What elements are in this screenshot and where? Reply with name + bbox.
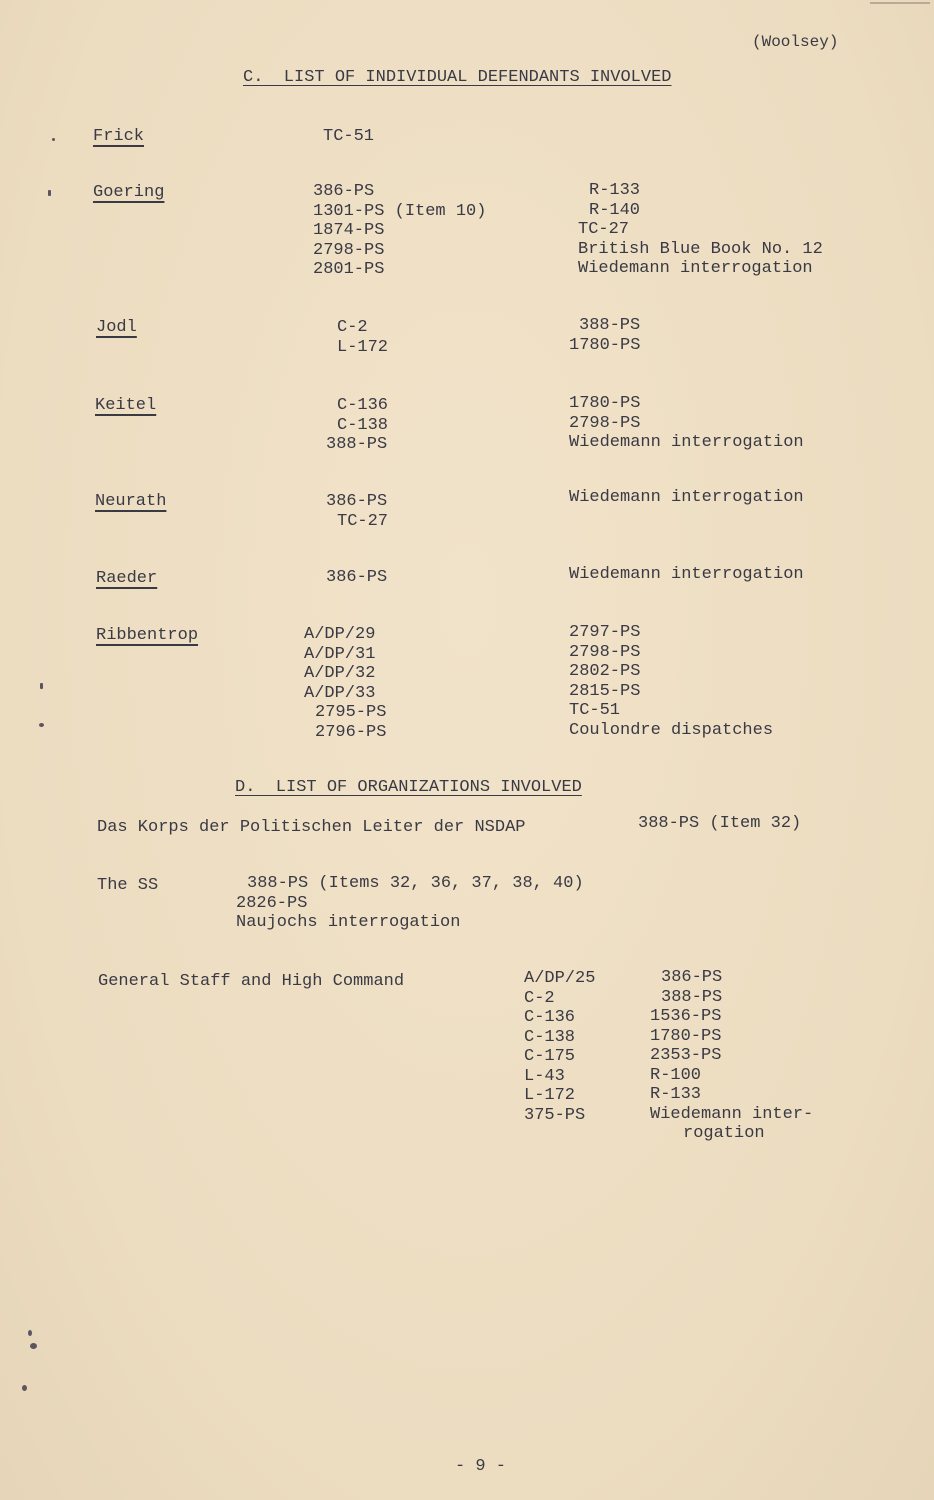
defendant-ribbentrop-refs-2 xyxy=(569,623,773,740)
ref-item: TC-51 xyxy=(569,701,621,720)
ref-item: A/DP/29 xyxy=(304,625,376,644)
ref-item: A/DP/32 xyxy=(304,664,376,683)
ref-item: 2798-PS xyxy=(569,642,641,662)
org-name-general-staff: General Staff and High Command xyxy=(98,972,405,991)
defendant-name-raeder: Raeder xyxy=(96,569,158,588)
ref-item: 2815-PS xyxy=(569,681,641,701)
ref-item: 375-PS xyxy=(524,1105,586,1125)
org-general-staff-refs-1 xyxy=(524,969,595,1125)
defendant-frick-refs-1 xyxy=(323,127,374,147)
defendant-neurath-refs-1 xyxy=(326,492,388,531)
ref-item: A/DP/31 xyxy=(304,644,376,664)
ref-item: 1780-PS xyxy=(569,394,641,413)
ref-item: 386-PS xyxy=(661,968,723,987)
margin-speck xyxy=(39,723,44,727)
ref-item: 1301-PS (Item 10) xyxy=(313,201,487,221)
ref-item: 2353-PS xyxy=(650,1046,722,1065)
ref-item: 1780-PS xyxy=(569,335,641,355)
org-name-ss: The SS xyxy=(97,876,159,895)
ref-item: TC-27 xyxy=(337,511,389,531)
ref-item: L-43 xyxy=(524,1066,565,1086)
section-d-title: D. LIST OF ORGANIZATIONS INVOLVED xyxy=(235,778,582,797)
ref-item: Naujochs interrogation xyxy=(236,913,461,932)
org-politischen-leiter-refs xyxy=(638,814,801,834)
ref-item: Wiedemann interrogation xyxy=(569,565,804,584)
author-note: (Woolsey) xyxy=(752,33,839,51)
ref-item: 2798-PS xyxy=(313,240,385,260)
margin-speck xyxy=(30,1343,37,1349)
defendant-name-ribbentrop: Ribbentrop xyxy=(96,626,199,645)
defendant-name-neurath: Neurath xyxy=(95,492,167,511)
ref-item: rogation xyxy=(683,1124,765,1143)
defendant-neurath-refs-2 xyxy=(569,488,804,508)
section-c-title: C. LIST OF INDIVIDUAL DEFENDANTS INVOLVED xyxy=(243,68,672,87)
defendant-jodl-refs-1 xyxy=(337,318,388,357)
ref-item: 2801-PS xyxy=(313,260,385,279)
margin-speck xyxy=(40,683,43,689)
margin-speck xyxy=(28,1330,32,1336)
defendant-raeder-refs-2 xyxy=(569,565,804,585)
ref-item: Wiedemann inter- xyxy=(650,1104,814,1124)
ref-item: Wiedemann interrogation xyxy=(578,259,813,278)
ref-item: Wiedemann interrogation xyxy=(569,433,804,452)
ref-item: 1536-PS xyxy=(650,1007,722,1026)
ref-item: C-138 xyxy=(337,415,389,435)
ref-item: 2796-PS xyxy=(315,722,387,742)
defendant-keitel-refs-1 xyxy=(326,396,389,455)
ref-item: C-136 xyxy=(337,396,389,415)
ref-item: 388-PS xyxy=(579,316,641,335)
defendant-raeder-refs-1 xyxy=(326,568,387,588)
ref-item: TC-51 xyxy=(323,127,375,146)
ref-item: 386-PS xyxy=(326,568,388,587)
ref-item: 388-PS xyxy=(326,435,388,454)
ref-item: British Blue Book No. 12 xyxy=(578,239,823,259)
ref-item: A/DP/33 xyxy=(304,683,376,703)
org-ss-refs xyxy=(236,874,584,933)
defendant-goering-refs-1 xyxy=(313,182,486,280)
margin-speck xyxy=(52,138,55,141)
ref-item: R-100 xyxy=(650,1065,702,1085)
edge-mark xyxy=(870,2,930,4)
defendant-keitel-refs-2 xyxy=(569,394,804,453)
page-number: - 9 - xyxy=(455,1457,507,1476)
ref-item: 1780-PS xyxy=(650,1026,722,1046)
ref-item: 2795-PS xyxy=(315,703,387,722)
ref-item: TC-27 xyxy=(578,220,630,239)
ref-item: 2798-PS xyxy=(569,413,641,433)
ref-item: C-2 xyxy=(337,318,368,337)
ref-item: 2797-PS xyxy=(569,623,641,642)
ref-item: 388-PS (Item 32) xyxy=(638,814,802,833)
ref-item: 1874-PS xyxy=(313,221,385,240)
ref-item: 386-PS xyxy=(313,182,375,201)
ref-item: C-138 xyxy=(524,1027,576,1047)
ref-item: R-133 xyxy=(589,181,641,200)
ref-item: 388-PS (Items 32, 36, 37, 38, 40) xyxy=(247,874,584,893)
ref-item: L-172 xyxy=(337,337,389,357)
ref-item: 388-PS xyxy=(661,987,723,1007)
defendant-name-frick: Frick xyxy=(93,127,145,146)
ref-item: A/DP/25 xyxy=(524,969,596,988)
margin-speck xyxy=(22,1385,27,1391)
defendant-name-jodl: Jodl xyxy=(96,318,137,337)
ref-item: C-175 xyxy=(524,1047,576,1066)
ref-item: R-133 xyxy=(650,1085,702,1104)
ref-item: R-140 xyxy=(589,200,641,220)
ref-item: 2826-PS xyxy=(236,893,308,913)
defendant-jodl-refs-2 xyxy=(569,316,640,355)
ref-item: C-2 xyxy=(524,988,555,1008)
ref-item: Coulondre dispatches xyxy=(569,720,774,740)
ref-item: 2802-PS xyxy=(569,662,641,681)
defendant-goering-refs-2 xyxy=(578,181,823,279)
defendant-ribbentrop-refs-1 xyxy=(304,625,386,742)
ref-item: Wiedemann interrogation xyxy=(569,488,804,507)
defendant-name-keitel: Keitel xyxy=(95,396,157,415)
org-general-staff-refs-2 xyxy=(650,968,813,1144)
ref-item: C-136 xyxy=(524,1008,576,1027)
ref-item: 386-PS xyxy=(326,492,388,511)
org-name-politischen-leiter: Das Korps der Politischen Leiter der NSDAP xyxy=(97,818,526,837)
margin-speck xyxy=(48,190,51,196)
ref-item: L-172 xyxy=(524,1086,576,1105)
defendant-name-goering: Goering xyxy=(93,183,165,202)
